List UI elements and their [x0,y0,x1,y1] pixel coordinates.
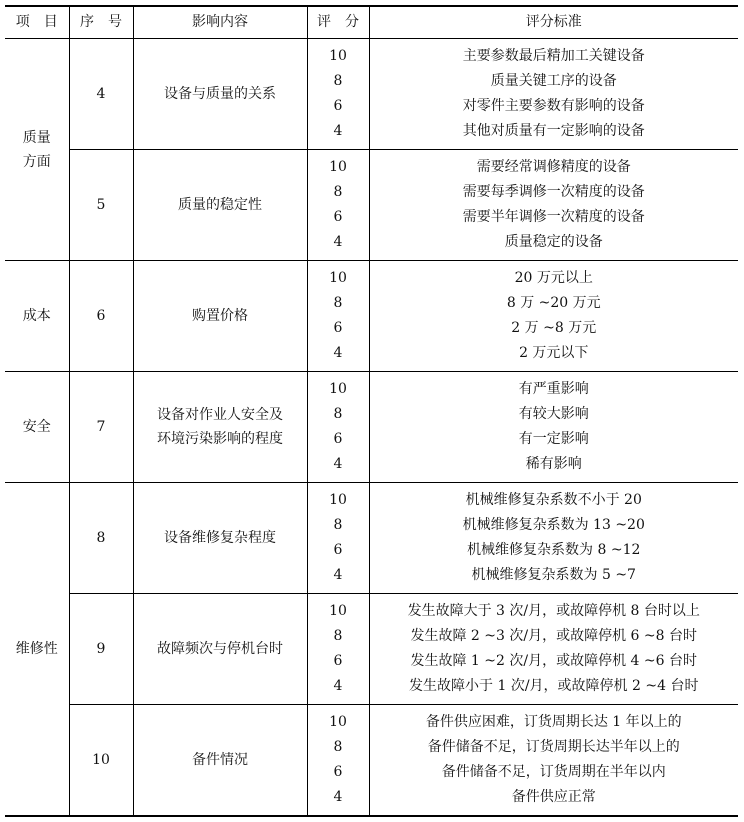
score-value: 10 [329,48,347,64]
score-value: 8 [333,295,343,311]
standard-text: 质量稳定的设备 [504,234,603,250]
seq-cell: 5 [69,150,133,261]
score-value: 4 [333,456,343,472]
score-value: 4 [333,123,343,139]
standard-text: 有较大影响 [518,406,589,422]
score-value: 8 [333,406,343,422]
content-cell [133,372,307,483]
standard-text: 备件供应困难，订货周期长达 1 年以上的 [425,714,682,730]
score-value: 10 [329,603,347,619]
standard-text: 有严重影响 [518,381,589,397]
table-row [5,39,738,150]
seq-cell: 9 [69,594,133,705]
header-item: 项 目 [5,6,69,39]
content-cell: 设备与质量的关系 [133,39,307,150]
seq-cell: 7 [69,372,133,483]
standard-cell [369,372,738,483]
table-row [5,261,738,372]
standard-text: 对零件主要参数有影响的设备 [462,98,645,114]
standard-text: 机械维修复杂系数为 5 ~7 [471,567,636,583]
content-cell: 购置价格 [133,261,307,372]
score-cell [307,483,369,594]
standard-text: 需要经常调修精度的设备 [476,159,631,175]
seq-cell: 6 [69,261,133,372]
score-cell [307,705,369,817]
standard-text: 稀有影响 [525,456,582,472]
score-value: 6 [333,542,343,558]
score-value: 4 [333,345,343,361]
standard-text: 20 万元以上 [514,270,593,286]
group-label-line: 质量 [22,129,51,146]
standard-text: 机械维修复杂系数不小于 20 [465,492,642,508]
table-row [5,594,738,705]
standard-text: 备件供应正常 [511,789,596,805]
group-cell-quality [5,39,69,261]
standard-text: 2 万元以下 [519,345,589,361]
score-value: 10 [329,714,347,730]
score-value: 10 [329,159,347,175]
score-value: 8 [333,739,343,755]
standard-text: 发生故障小于 1 次/月，或故障停机 2 ~4 台时 [409,678,699,694]
standard-cell [369,39,738,150]
standard-text: 有一定影响 [518,431,589,447]
seq-cell: 4 [69,39,133,150]
score-value: 6 [333,764,343,780]
header-row [5,6,738,39]
standard-text: 8 万 ~20 万元 [506,295,601,311]
group-cell-cost: 成本 [5,261,69,372]
score-cell [307,261,369,372]
group-label-line: 方面 [22,153,51,170]
score-cell [307,372,369,483]
score-value: 10 [329,381,347,397]
score-value: 8 [333,628,343,644]
standard-text: 发生故障 1 ~2 次/月，或故障停机 4 ~6 台时 [410,653,697,669]
content-cell: 备件情况 [133,705,307,817]
standard-cell [369,705,738,817]
score-value: 6 [333,320,343,336]
standard-text: 主要参数最后精加工关键设备 [462,48,645,64]
table-row [5,705,738,817]
content-line: 设备对作业人安全及 [157,407,283,423]
score-value: 10 [329,492,347,508]
group-cell-safety: 安全 [5,372,69,483]
score-value: 10 [329,270,347,286]
content-line: 环境污染影响的程度 [157,431,283,447]
standard-cell [369,594,738,705]
score-cell [307,594,369,705]
standard-text: 其他对质量有一定影响的设备 [462,123,645,139]
score-value: 4 [333,678,343,694]
scoring-table [5,5,738,817]
seq-cell: 10 [69,705,133,817]
score-value: 6 [333,431,343,447]
table-row [5,372,738,483]
table-row [5,483,738,594]
score-value: 8 [333,73,343,89]
group-cell-maintainability: 维修性 [5,483,69,817]
standard-text: 备件储备不足，订货周期长达半年以上的 [427,739,680,755]
score-value: 6 [333,209,343,225]
score-cell [307,150,369,261]
standard-cell [369,483,738,594]
score-value: 4 [333,567,343,583]
standard-cell [369,261,738,372]
content-cell: 设备维修复杂程度 [133,483,307,594]
standard-text: 发生故障大于 3 次/月，或故障停机 8 台时以上 [407,603,700,619]
header-content: 影响内容 [133,6,307,39]
content-cell: 故障频次与停机台时 [133,594,307,705]
standard-cell [369,150,738,261]
header-score: 评 分 [307,6,369,39]
score-value: 4 [333,789,343,805]
score-value: 8 [333,184,343,200]
seq-cell: 8 [69,483,133,594]
standard-text: 质量关键工序的设备 [490,73,617,89]
score-value: 8 [333,517,343,533]
standard-text: 发生故障 2 ~3 次/月，或故障停机 6 ~8 台时 [410,628,697,644]
header-seq: 序 号 [69,6,133,39]
header-standard: 评分标准 [369,6,738,39]
standard-text: 机械维修复杂系数为 13 ~20 [462,517,645,533]
score-cell [307,39,369,150]
table-row [5,150,738,261]
score-value: 6 [333,653,343,669]
standard-text: 机械维修复杂系数为 8 ~12 [467,542,641,558]
score-value: 4 [333,234,343,250]
standard-text: 需要半年调修一次精度的设备 [462,209,645,225]
standard-text: 2 万 ~8 万元 [511,320,597,336]
score-value: 6 [333,98,343,114]
standard-text: 需要每季调修一次精度的设备 [462,184,645,200]
content-cell: 质量的稳定性 [133,150,307,261]
standard-text: 备件储备不足，订货周期在半年以内 [441,764,666,780]
